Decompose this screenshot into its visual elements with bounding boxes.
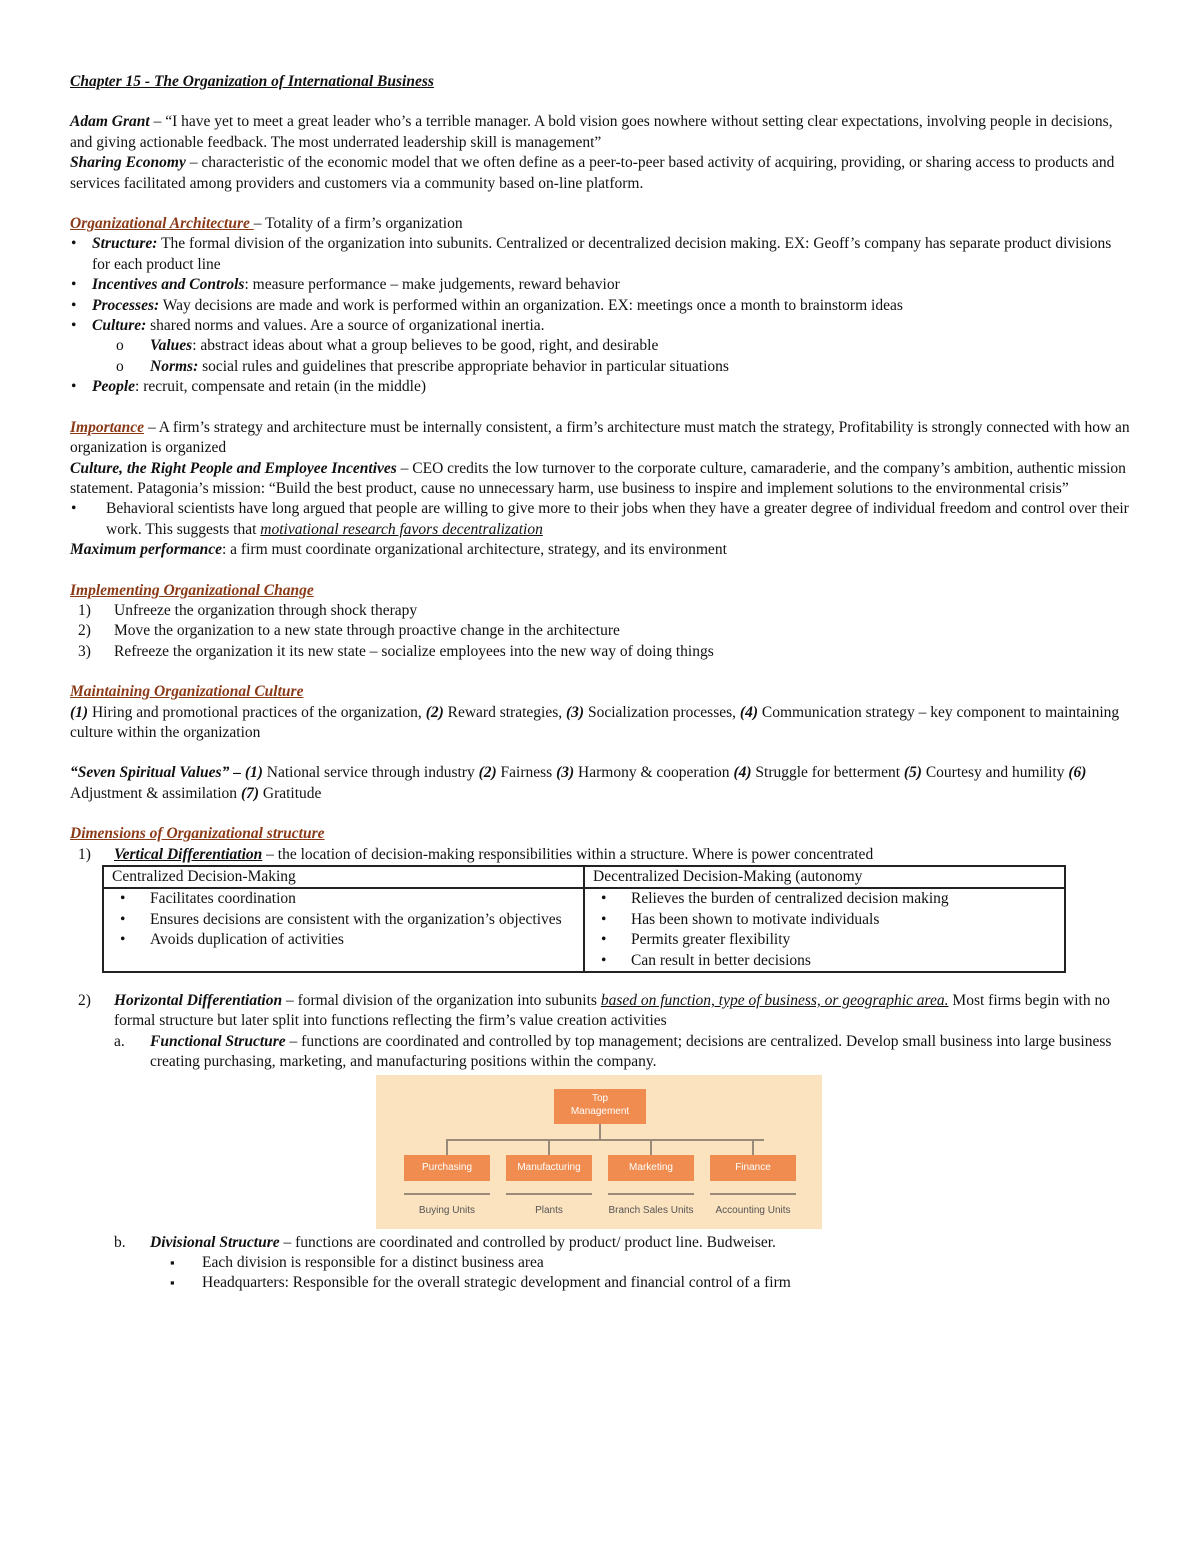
list-item: 2) Horizontal Differentiation – formal division of the organization into subunits based on function, type of business, or geographic area. Most firms begin with no formal structure but later split into functions reflecting the firm’s value creation activities <box>78 992 1110 1030</box>
manufacturing-box: Manufacturing <box>506 1155 592 1181</box>
bracket-line <box>404 1193 490 1195</box>
document-title: Chapter 15 - The Organization of International Business <box>70 73 434 90</box>
connector-line <box>446 1139 448 1155</box>
list-item: o Values: abstract ideas about what a group believes to be good, right, and desirable <box>70 336 1130 356</box>
table-cell-centralized <box>103 888 584 972</box>
dimensions-heading-line <box>70 824 1130 844</box>
list-item: • Can result in better decisions <box>593 951 1056 971</box>
change-heading: Implementing Organizational Change <box>70 581 314 599</box>
list-item: • Has been shown to motivate individuals <box>593 910 1056 930</box>
table-header-decentralized: Decentralized Decision-Making (autonomy <box>584 866 1065 888</box>
marketing-box: Marketing <box>608 1155 694 1181</box>
list-item: • Avoids duplication of activities <box>112 930 575 950</box>
behavioral-list <box>70 499 1130 540</box>
list-item: • Processes: Way decisions are made and work is performed within an organization. EX: meetings once a month to brainstorm ideas <box>70 296 1130 316</box>
vertical-item <box>70 845 1130 865</box>
list-item: 2) Move the organization to a new state through proactive change in the architecture <box>78 622 620 640</box>
finance-box: Finance <box>710 1155 796 1181</box>
list-item: • Ensures decisions are consistent with the organization’s objectives <box>112 910 575 930</box>
accounting-units-label: Accounting Units <box>715 1204 791 1216</box>
buying-units-label: Buying Units <box>418 1204 476 1216</box>
dimensions-heading: Dimensions of Organizational structure <box>70 825 325 843</box>
change-list <box>70 601 1130 662</box>
list-item: 3) Refreeze the organization it its new state – socialize employees into the new way of doing things <box>78 642 714 660</box>
table-header-row <box>103 866 1065 888</box>
plants-label: Plants <box>535 1204 563 1216</box>
horizontal-item <box>70 991 1130 1032</box>
list-item: • People: recruit, compensate and retain (in the middle) <box>70 377 1130 397</box>
list-item: • Culture: shared norms and values. Are a source of organizational inertia. o Values: abstract ideas about what a group believes to be good, right, and desirable o Norms: social rules and guidelines that prescribe appropriate behavior in particular situations <box>70 316 1130 377</box>
bracket-line <box>506 1193 592 1195</box>
max-performance-paragraph: Maximum performance: a firm must coordinate organizational architecture, strategy, and its environment <box>70 541 727 559</box>
table-row <box>103 888 1065 972</box>
list-item: ▪ Each division is responsible for a distinct business area <box>70 1253 1130 1273</box>
quote-text: – “I have yet to meet a great leader who’s a terrible manager. A bold vision goes nowhere without setting clear expectations, involving people in decisions, and giving actionable feedback. The most underrated leadership skill is management” <box>70 113 1113 151</box>
functional-structure-org-chart <box>376 1075 822 1229</box>
branch-sales-units-label: Branch Sales Units <box>608 1204 694 1216</box>
list-item: o Norms: social rules and guidelines that prescribe appropriate behavior in particular situations <box>70 357 1130 377</box>
connector-line <box>650 1139 652 1155</box>
sharing-label: Sharing Economy <box>70 154 186 172</box>
functional-structure-item: a. Functional Structure – functions are coordinated and controlled by top management; decisions are centralized. Develop small business into large business creating purchasing, marketing, and manufacturing positions within the company. <box>114 1032 1112 1071</box>
quote-label: Adam Grant <box>70 113 150 131</box>
connector-line <box>599 1124 601 1140</box>
list-item: • Facilitates coordination <box>112 889 575 909</box>
architecture-heading: Organizational Architecture <box>70 215 254 233</box>
architecture-list <box>70 234 1130 397</box>
culture-sublist <box>70 336 1130 377</box>
culture-heading-line <box>70 682 1130 702</box>
maintaining-culture-heading: Maintaining Organizational Culture <box>70 683 304 701</box>
table-cell-decentralized <box>584 888 1065 972</box>
decision-making-table <box>102 865 1066 973</box>
change-heading-line <box>70 581 1130 601</box>
list-item: • Behavioral scientists have long argued that people are willing to give more to their jobs when they have a greater degree of individual freedom and control over their work. This suggests that motivational research favors decentralization <box>70 499 1130 540</box>
list-item: ▪ Headquarters: Responsible for the overall strategic development and financial control of a firm <box>70 1273 1130 1293</box>
list-item: • Incentives and Controls: measure performance – make judgements, reward behavior <box>70 275 1130 295</box>
list-item: • Permits greater flexibility <box>593 930 1056 950</box>
list-item: • Structure: The formal division of the organization into subunits. Centralized or decentralized decision making. EX: Geoff’s company has separate product divisions for each product line <box>70 234 1130 275</box>
quote-paragraph <box>70 112 1130 153</box>
importance-heading: Importance <box>70 418 145 436</box>
divisional-structure-item: b. Divisional Structure – functions are coordinated and controlled by product/ product line. Budweiser. <box>114 1233 776 1251</box>
seven-values-paragraph: “Seven Spiritual Values” – (1) National service through industry (2) Fairness (3) Harmony & cooperation (4) Struggle for betterment (5) Courtesy and humility (6) Adjustment & assimilation (7) Gratitude <box>70 764 1087 802</box>
sharing-text: – characteristic of the economic model that we often define as a peer-to-peer based activity of acquiring, providing, or sharing access to products and services facilitated among providers and customers via a community based on-line platform. <box>70 154 1115 192</box>
connector-line <box>446 1139 764 1141</box>
top-management-box: Top Management <box>554 1089 646 1124</box>
divisional-list <box>70 1253 1130 1294</box>
connector-line <box>548 1139 550 1155</box>
culture-steps-paragraph: (1) Hiring and promotional practices of the organization, (2) Reward strategies, (3) Socialization processes, (4) Communication strategy – key component to maintaining culture within the organization <box>70 703 1120 741</box>
sharing-paragraph <box>70 153 1130 194</box>
bracket-line <box>608 1193 694 1195</box>
table-header-centralized: Centralized Decision-Making <box>103 866 584 888</box>
list-item: 1) Vertical Differentiation – the location of decision-making responsibilities within a structure. Where is power concentrated <box>78 845 874 863</box>
list-item: 1) Unfreeze the organization through shock therapy <box>78 601 418 619</box>
culture-people-paragraph: Culture, the Right People and Employee Incentives – CEO credits the low turnover to the corporate culture, camaraderie, and the company’s ambition, authentic mission statement. Patagonia’s mission: “Build the best product, cause no unnecessary harm, use business to inspire and implement solutions to the environmental crisis” <box>70 459 1126 497</box>
purchasing-box: Purchasing <box>404 1155 490 1181</box>
document-page <box>70 72 1130 1294</box>
importance-paragraph: Importance – A firm’s strategy and architecture must be internally consistent, a firm’s architecture must match the strategy, Profitability is strongly connected with how an organization is organized <box>70 418 1130 457</box>
list-item: • Relieves the burden of centralized decision making <box>593 889 1056 909</box>
connector-line <box>752 1139 754 1155</box>
architecture-heading-line: Organizational Architecture – Totality of a firm’s organization <box>70 215 463 233</box>
bracket-line <box>710 1193 796 1195</box>
